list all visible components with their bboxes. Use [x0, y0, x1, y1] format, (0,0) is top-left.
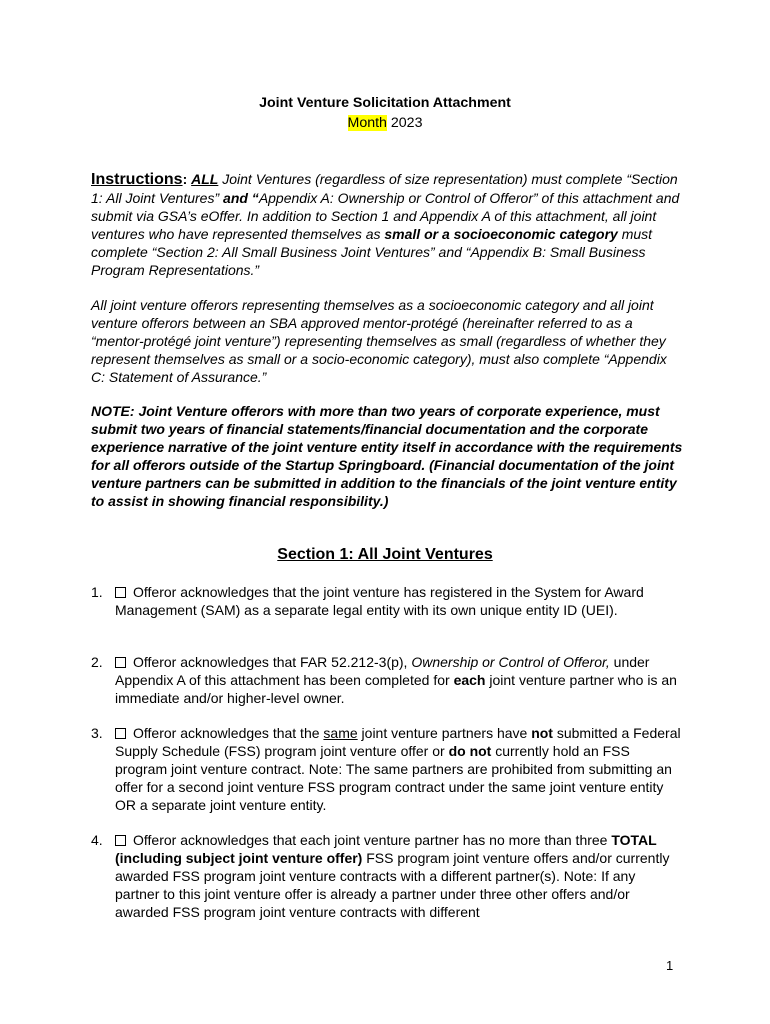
instructions-and: and “ [223, 190, 259, 206]
checkbox[interactable] [115, 835, 126, 846]
year-text: 2023 [386, 115, 423, 131]
item-number: 3. [91, 725, 103, 741]
instructions-heading: Instructions [91, 171, 183, 188]
month-placeholder: Month [347, 115, 387, 131]
list-item [91, 831, 681, 921]
document-title: Joint Venture Solicitation Attachment [259, 95, 511, 111]
checkbox[interactable] [115, 728, 126, 739]
item-text: submitted a Federal Supply Schedule (FSS) program joint venture offer or [115, 725, 681, 759]
instructions-text-a: Joint Ventures (regardless of size representation) must complete “Section 1: All Joint Ventures” [91, 171, 678, 206]
small-emphasis: small or a socioeconomic category [384, 226, 618, 242]
item-number: 4. [91, 832, 103, 848]
all-emphasis: ALL [191, 171, 219, 187]
item-text-bold: do not [448, 743, 492, 759]
item-text: Offeror acknowledges that each joint venture partner has no more than three [133, 832, 612, 848]
item-text: under Appendix A of this attachment has been completed for [115, 654, 650, 688]
item-text: Offeror acknowledges that FAR 52.212-3(p), [133, 654, 412, 670]
instructions-text-b: Appendix A: Ownership or Control of Offeror” of this attachment and submit via GSA’s eOffer. In addition to Section 1 and Appendix A of this attachment, all joint ventures who have represented themselves as [91, 190, 680, 242]
item-text: currently hold an FSS program joint venture contract. Note: The same partners are prohibited from submitting an offer for a second joint venture FSS program contract under the same joint venture entity OR a separate joint venture entity. [115, 743, 672, 813]
instructions-paragraph [91, 170, 683, 279]
item-text: joint venture partners have [357, 725, 532, 741]
checkbox[interactable] [115, 587, 126, 598]
item-text-bold: each [453, 672, 486, 688]
item-text: FSS program joint venture offers and/or currently awarded FSS program joint venture contracts with a different partner(s). Note: If any partner to this joint venture offer is already a partner under three other offers and/or awarded FSS program joint venture contracts with different [115, 850, 670, 920]
instructions-colon: : [182, 171, 192, 187]
page-number: 1 [666, 958, 674, 973]
item-number: 2. [91, 654, 103, 670]
item-number: 1. [91, 584, 103, 600]
list-item [91, 653, 681, 707]
instructions-paragraph-2: All joint venture offerors representing themselves as a socioeconomic category and all joint venture offerors between an SBA approved mentor-protégé (hereinafter referred to as a “mentor-protégé joint venture”) representing themselves as small (regardless of whether they represent themselves as small or a socio-economic category), must also complete “Appendix C: Statement of Assurance.” [91, 297, 667, 385]
item-text-bold: not [531, 725, 553, 741]
item-text-underline: same [323, 725, 358, 741]
section-1-title: Section 1: All Joint Ventures [277, 546, 493, 563]
item-text: Offeror acknowledges that the [133, 725, 324, 741]
item-text: Offeror acknowledges that the joint venture has registered in the System for Award Management (SAM) as a separate legal entity with its own unique entity ID (UEI). [115, 584, 644, 618]
checkbox[interactable] [115, 657, 126, 668]
note-paragraph: NOTE: Joint Venture offerors with more than two years of corporate experience, must submit two years of financial statements/financial documentation and the corporate experience narrative of the joint venture entity itself in accordance with the requirements for all offerors outside of the Startup Springboard. (Financial documentation of the joint venture partners can be submitted in addition to the financials of the joint venture entity to assist in showing financial responsibility.) [91, 403, 683, 509]
item-text: joint venture partner who is an immediate and/or higher-level owner. [115, 672, 677, 706]
list-item [91, 583, 681, 619]
list-item [91, 724, 681, 814]
document-date [0, 114, 770, 132]
item-text-bold: TOTAL (including subject joint venture offer) [115, 832, 657, 866]
item-text-italic: Ownership or Control of Offeror, [411, 654, 610, 670]
instructions-text-c: must complete “Section 2: All Small Business Joint Ventures” and “Appendix B: Small Business Program Representations.” [91, 226, 653, 278]
